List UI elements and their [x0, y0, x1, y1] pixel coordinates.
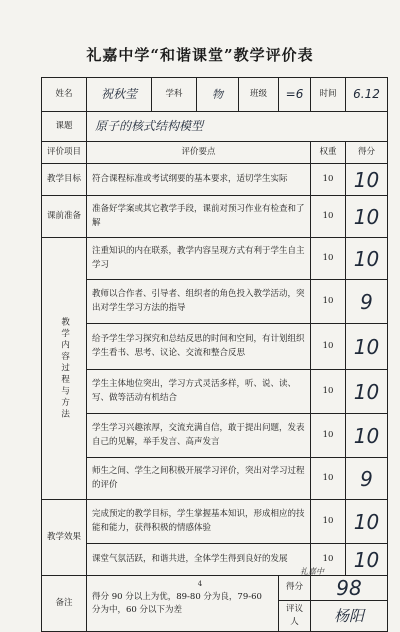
evaluator-signature: 杨阳 [311, 601, 388, 632]
subject-label: 学科 [152, 78, 197, 112]
row-weight: 10 [311, 458, 346, 500]
row-text: 教师以合作者、引导者、组织者的角色投入教学活动，突出对学生学习方法的指导 [87, 280, 311, 324]
section-effect: 教学效果 [42, 500, 87, 576]
row-score: 10 [346, 164, 388, 196]
row-score: 9 [346, 458, 388, 500]
name-value: 祝秋莹 [87, 78, 152, 112]
topic-value: 原子的核式结构模型 [87, 112, 388, 142]
row-score: 10 [346, 196, 388, 238]
class-value: =6 [279, 78, 311, 112]
row-text: 课堂气氛活跃，和谐共进，全体学生得到良好的发展 [87, 544, 311, 576]
signature-trail: 礼嘉中 [300, 567, 324, 576]
col-weight: 权重 [311, 142, 346, 164]
page-number: 4 [197, 580, 203, 588]
time-label: 时间 [311, 78, 346, 112]
section-process-label: 教学内容过程与方法 [59, 316, 70, 421]
section-notes: 备注 [42, 576, 87, 632]
row-score: 10 [346, 414, 388, 458]
row-weight: 10 [311, 324, 346, 370]
table-row [42, 324, 388, 370]
row-weight: 10 [311, 196, 346, 238]
row-text: 注重知识的内在联系，教学内容呈现方式有利于学生自主学习 [87, 238, 311, 280]
row-score: 10 [346, 544, 388, 576]
row-score: 10 [346, 238, 388, 280]
table-row [42, 280, 388, 324]
table-row [42, 544, 388, 576]
row-weight: 10 [311, 544, 346, 576]
table-row [42, 196, 388, 238]
form-title: 礼嘉中学“和谐课堂”教学评价表 [86, 46, 314, 64]
time-value: 6.12 [346, 78, 388, 112]
row-text: 准备好学案或其它教学手段，课前对预习作业有检查和了解 [87, 196, 311, 238]
header-row [42, 78, 388, 112]
col-score: 得分 [346, 142, 388, 164]
section-prep: 课前准备 [42, 196, 87, 238]
evaluator-label: 评议人 [279, 601, 311, 632]
col-item: 评价项目 [42, 142, 87, 164]
evaluation-table [41, 77, 388, 632]
section-goal: 教学目标 [42, 164, 87, 196]
row-text: 学生学习兴趣浓厚，交流充满自信，敢于提出问题，发表自己的见解，举手发言、高声发言 [87, 414, 311, 458]
table-row [42, 164, 388, 196]
row-text: 学生主体地位突出，学习方式灵活多样，听、说、读、写、做等活动有机结合 [87, 370, 311, 414]
table-row [42, 414, 388, 458]
row-weight: 10 [311, 370, 346, 414]
row-weight: 10 [311, 238, 346, 280]
row-score: 10 [346, 324, 388, 370]
row-weight: 10 [311, 164, 346, 196]
subject-value: 物 [197, 78, 239, 112]
row-weight: 10 [311, 500, 346, 544]
row-text: 给予学生学习探究和总结反思的时间和空间，有计划组织学生看书、思考、议论、交流和整合反思 [87, 324, 311, 370]
table-row [42, 458, 388, 500]
topic-label: 课题 [42, 112, 87, 142]
notes-text: 得分 90 分以上为优，89-80 分为良，79-60 分为中，60 分以下为差 [87, 576, 279, 632]
topic-row [42, 112, 388, 142]
table-row [42, 500, 388, 544]
col-points: 评价要点 [87, 142, 311, 164]
row-score: 10 [346, 500, 388, 544]
row-text: 师生之间、学生之间积极开展学习评价，突出对学习过程的评价 [87, 458, 311, 500]
total-label: 得分 [279, 576, 311, 601]
row-score: 9 [346, 280, 388, 324]
table-row [42, 238, 388, 280]
row-weight: 10 [311, 280, 346, 324]
class-label: 班级 [239, 78, 279, 112]
total-value: 98 [311, 576, 388, 601]
row-score: 10 [346, 370, 388, 414]
column-header-row [42, 142, 388, 164]
row-text: 完成预定的教学目标，学生掌握基本知识，形成相应的技能和能力，获得积极的情感体验 [87, 500, 311, 544]
table-row [42, 370, 388, 414]
name-label: 姓名 [42, 78, 87, 112]
section-process [42, 238, 87, 500]
row-text: 符合课程标准或考试纲要的基本要求，适切学生实际 [87, 164, 311, 196]
row-weight: 10 [311, 414, 346, 458]
